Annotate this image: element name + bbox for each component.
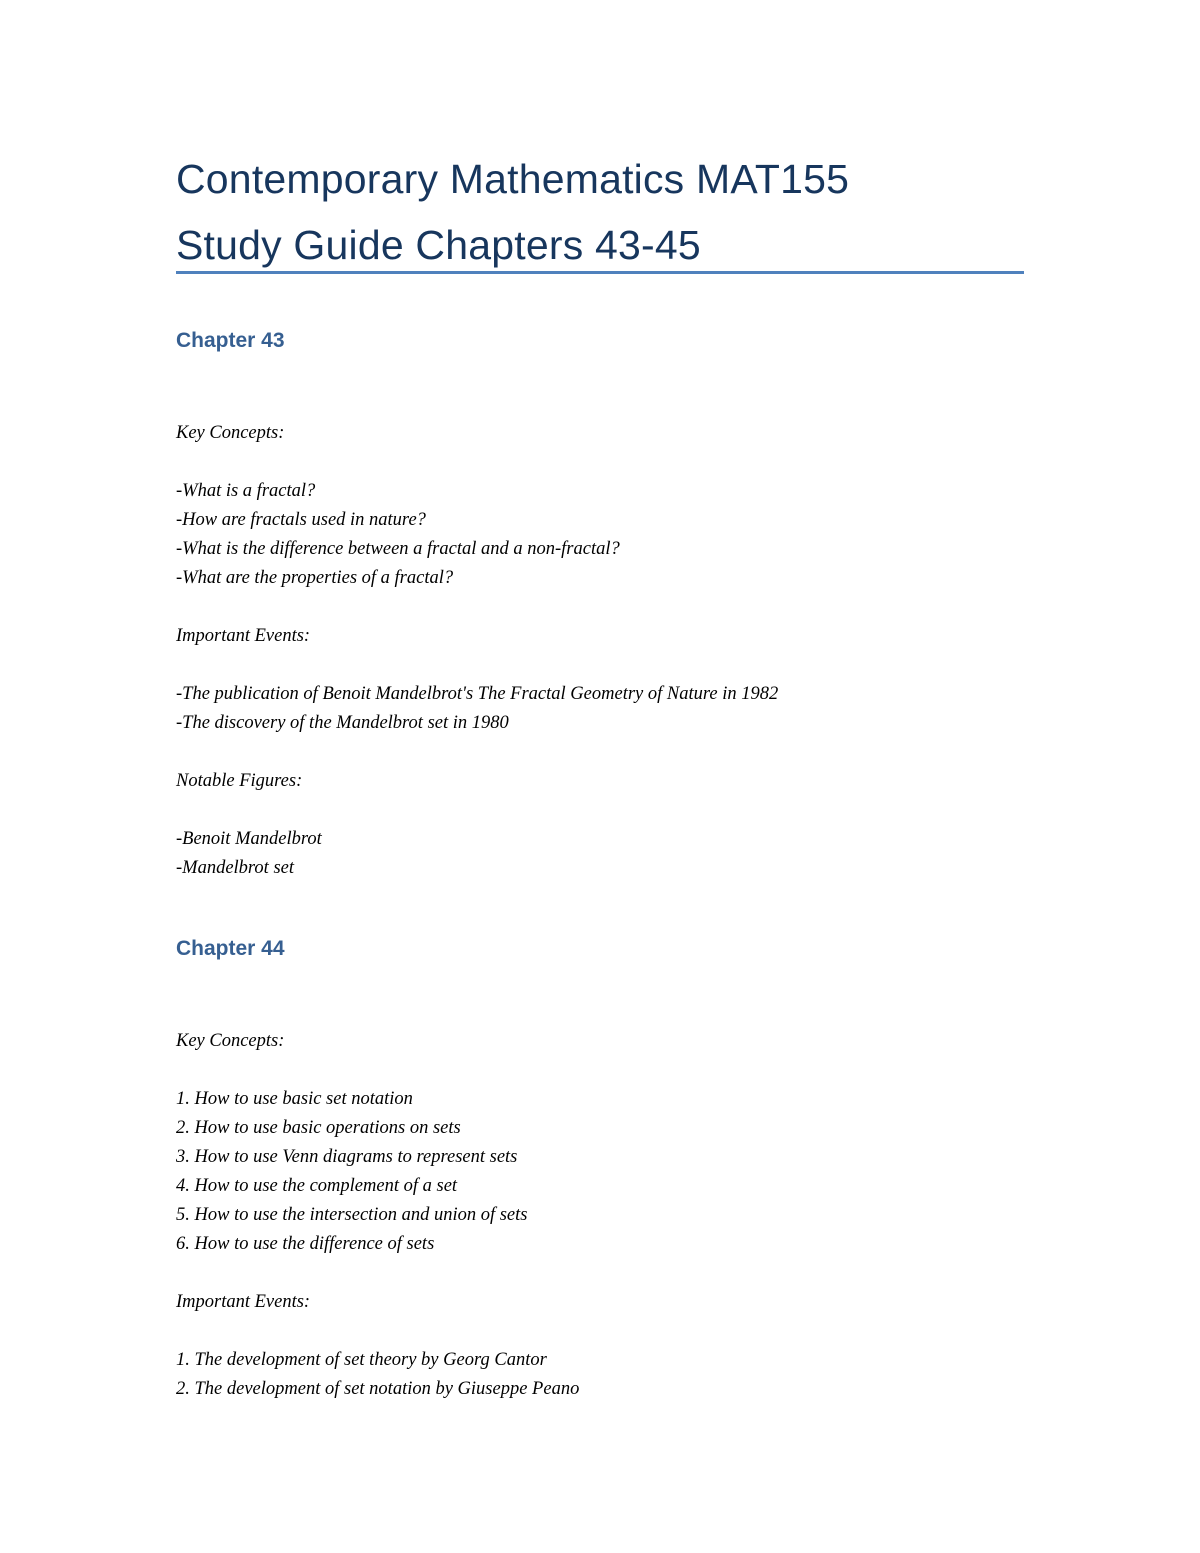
ch44-key-concept-item: 5. How to use the intersection and union of sets <box>176 1205 528 1225</box>
title-underline <box>176 271 1024 274</box>
chapter-44-heading: Chapter 44 <box>176 937 285 960</box>
ch43-important-event-item: -The discovery of the Mandelbrot set in 1980 <box>176 713 509 733</box>
ch43-important-events-label: Important Events: <box>176 626 311 646</box>
ch44-key-concept-item: 3. How to use Venn diagrams to represent sets <box>176 1147 518 1167</box>
ch43-notable-figure-item: -Mandelbrot set <box>176 858 295 878</box>
ch44-key-concept-item: 1. How to use basic set notation <box>176 1089 413 1109</box>
ch43-key-concept-item: -What is a fractal? <box>176 481 316 501</box>
ch43-key-concept-item: -How are fractals used in nature? <box>176 510 426 530</box>
ch44-key-concept-item: 4. How to use the complement of a set <box>176 1176 458 1196</box>
ch43-notable-figure-item: -Benoit Mandelbrot <box>176 829 322 849</box>
ch44-important-events-label: Important Events: <box>176 1292 311 1312</box>
title-line-2: Study Guide Chapters 43-45 <box>176 222 701 268</box>
ch43-key-concept-item: -What is the difference between a fractal and a non-fractal? <box>176 539 620 559</box>
ch44-important-event-item: 1. The development of set theory by Georg Cantor <box>176 1350 547 1370</box>
ch44-key-concept-item: 2. How to use basic operations on sets <box>176 1118 461 1138</box>
ch43-important-event-item: -The publication of Benoit Mandelbrot's The Fractal Geometry of Nature in 1982 <box>176 684 779 704</box>
ch43-key-concept-item: -What are the properties of a fractal? <box>176 568 454 588</box>
chapter-43-heading: Chapter 43 <box>176 329 285 352</box>
ch43-notable-figures-label: Notable Figures: <box>176 771 303 791</box>
ch43-key-concepts-label: Key Concepts: <box>176 423 285 443</box>
ch44-key-concept-item: 6. How to use the difference of sets <box>176 1234 435 1254</box>
document-title <box>176 146 1036 278</box>
title-line-1: Contemporary Mathematics MAT155 <box>176 156 850 202</box>
ch44-key-concepts-label: Key Concepts: <box>176 1031 285 1051</box>
ch44-important-event-item: 2. The development of set notation by Giuseppe Peano <box>176 1379 580 1399</box>
